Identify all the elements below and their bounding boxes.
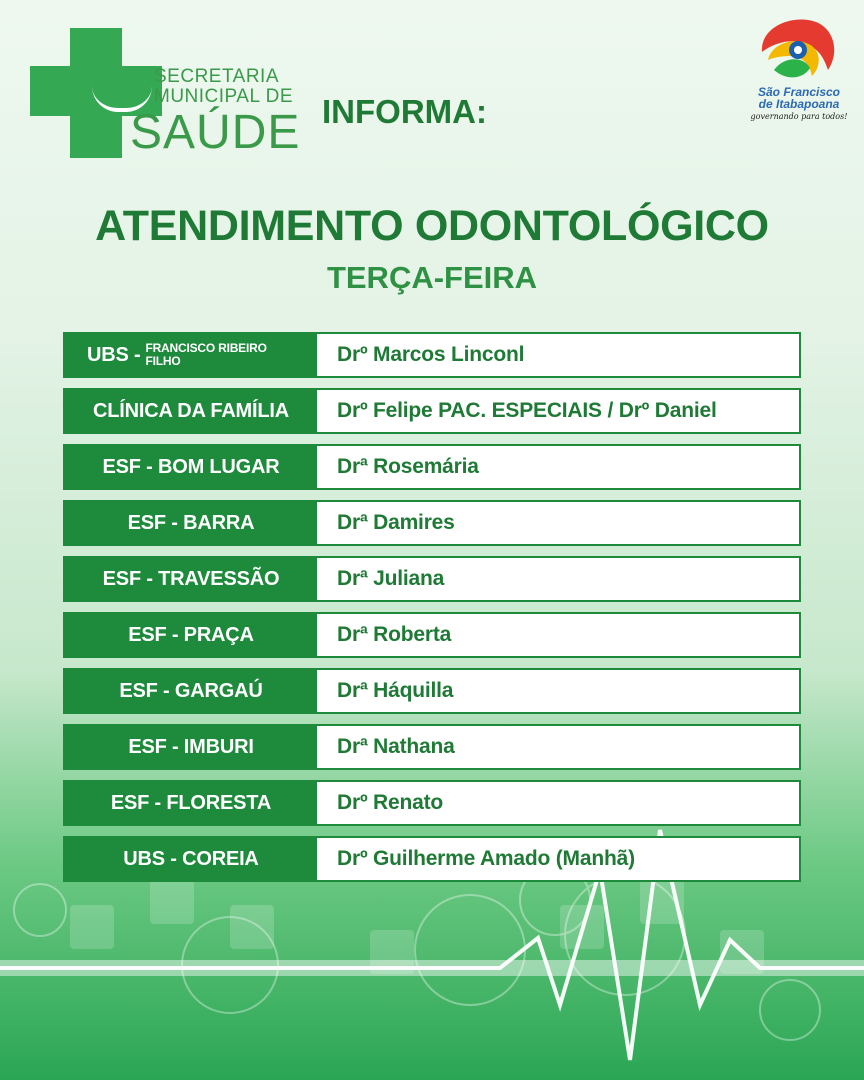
unit-name: UBS -	[87, 343, 141, 366]
doctor-name: Drº Guilherme Amado (Manhã)	[337, 847, 635, 870]
doctor-name: Drº Felipe PAC. ESPECIAIS / Drº Daniel	[337, 399, 717, 422]
unit-name: CLÍNICA DA FAMÍLIA	[65, 390, 317, 432]
unit-name: UBS - COREIA	[65, 838, 317, 880]
schedule-row	[63, 444, 801, 490]
schedule-row	[63, 556, 801, 602]
logo-text-municipal: MUNICIPAL DE	[154, 86, 294, 107]
doctor-name: Drº Marcos Linconl	[337, 343, 525, 366]
page-subtitle: TERÇA-FEIRA	[326, 260, 538, 295]
logo-text-secretaria: SECRETARIA	[154, 66, 280, 87]
unit-name: ESF - IMBURI	[65, 726, 317, 768]
schedule-row	[63, 332, 801, 378]
informa-label: INFORMA:	[322, 93, 487, 130]
schedule-row	[63, 724, 801, 770]
unit-name: ESF - BARRA	[65, 502, 317, 544]
logo-text-saude: SAÚDE	[130, 106, 301, 159]
unit-name: ESF - BOM LUGAR	[65, 446, 317, 488]
unit-name-sub: FRANCISCO RIBEIRO	[145, 341, 267, 355]
city-slogan: governando para todos!	[750, 112, 848, 121]
unit-name: ESF - TRAVESSÃO	[65, 558, 317, 600]
city-logo	[744, 12, 854, 127]
schedule-row	[63, 780, 801, 826]
secretaria-saude-logo	[30, 28, 301, 159]
doctor-name: Drª Roberta	[337, 623, 452, 646]
city-name-line2: de Itabapoana	[758, 97, 840, 111]
unit-name-sub: FILHO	[145, 354, 181, 368]
schedule-row	[63, 500, 801, 546]
doctor-name: Drª Rosemária	[337, 455, 479, 478]
city-name-line1: São Francisco	[757, 85, 841, 99]
schedule-row	[63, 612, 801, 658]
schedule-row	[63, 836, 801, 882]
doctor-name: Drª Nathana	[337, 735, 455, 758]
doctor-name: Drº Renato	[337, 791, 444, 814]
unit-cell	[65, 334, 317, 376]
unit-name: ESF - FLORESTA	[65, 782, 317, 824]
doctor-name: Drª Juliana	[337, 567, 445, 590]
doctor-name: Drª Damires	[337, 511, 455, 534]
page-title: ATENDIMENTO ODONTOLÓGICO	[95, 202, 769, 250]
unit-name: ESF - GARGAÚ	[65, 670, 317, 712]
unit-name: ESF - PRAÇA	[65, 614, 317, 656]
city-swirl-icon	[754, 12, 840, 88]
schedule-row	[63, 388, 801, 434]
doctor-name: Drª Háquilla	[337, 679, 454, 702]
schedule-row	[63, 668, 801, 714]
